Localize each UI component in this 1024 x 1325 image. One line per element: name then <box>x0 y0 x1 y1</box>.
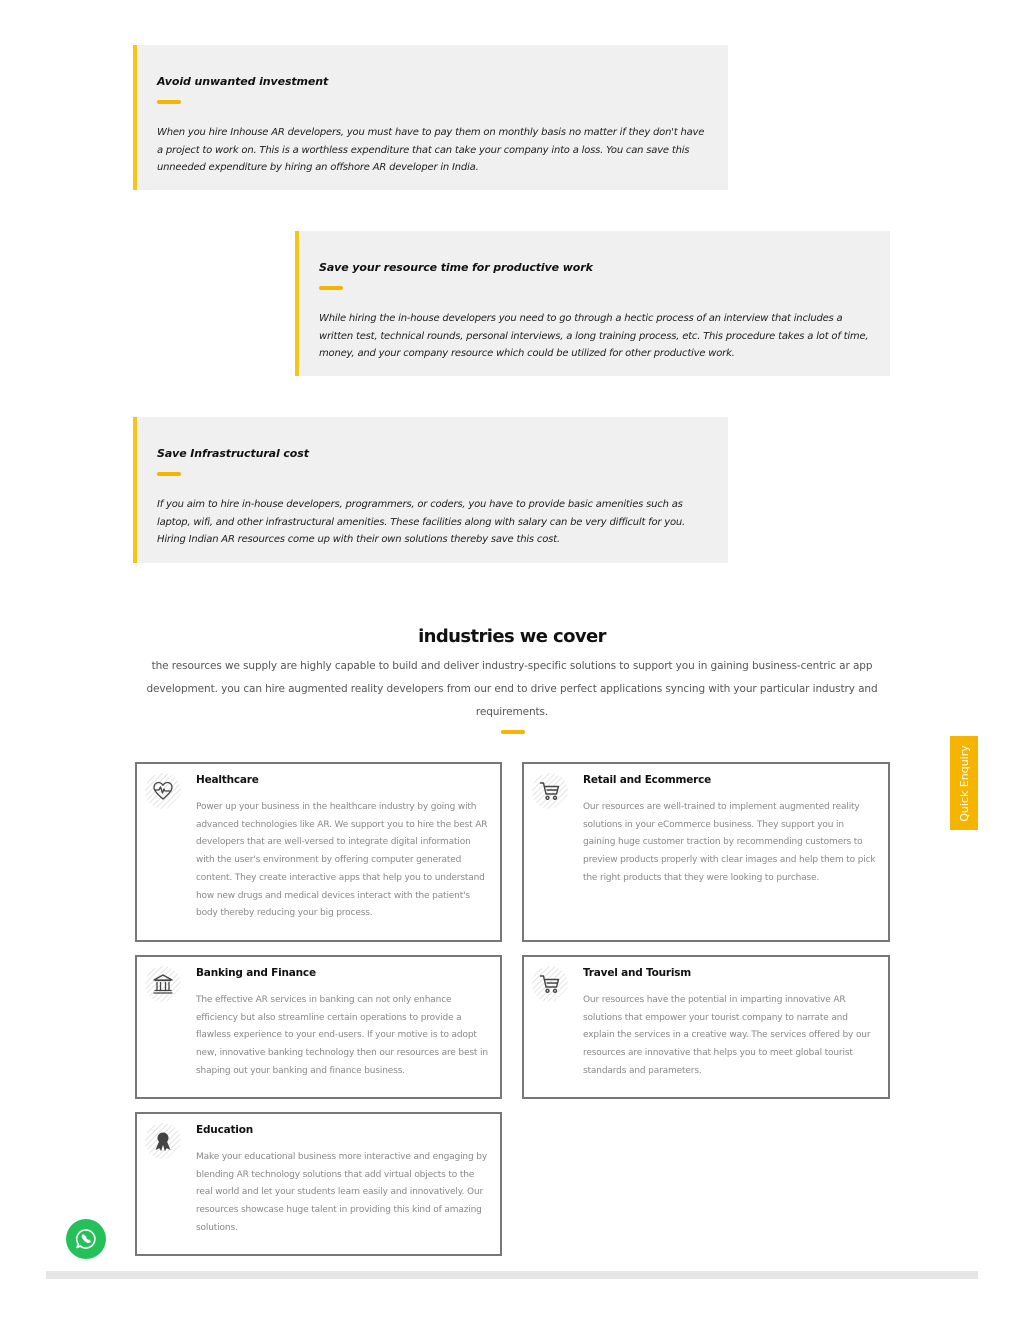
industry-title: Retail and Ecommerce <box>583 774 712 786</box>
shopping-cart-icon <box>532 773 568 809</box>
industry-card-travel-tourism <box>522 955 890 1099</box>
benefit-block-avoid-investment <box>133 45 728 190</box>
industries-intro: the resources we supply are highly capable to build and deliver industry-specific solutions to support you in gaining business-centric ar app development. you can hire augmented reality developers from our end to drive perfect applications syncing with your particular industry and requirements. <box>146 660 878 718</box>
accent-divider <box>157 100 181 104</box>
industry-title: Education <box>196 1124 253 1136</box>
benefit-block-save-resource-time <box>295 231 890 376</box>
benefit-title: Save your resource time for productive work <box>319 261 593 274</box>
industry-text: Power up your business in the healthcare industry by going with advanced technologies like AR. We support you to hire the best AR developers that are well-versed to integrate digital information with the user's environment by offering computer generated content. They create interactive apps that help you to understand how new drugs and medical devices interact with the patient's body thereby reducing your big process. <box>196 802 488 919</box>
industries-title: industries we cover <box>418 626 606 647</box>
accent-divider <box>319 286 343 290</box>
section-divider <box>501 730 525 734</box>
footer-divider <box>46 1271 978 1279</box>
industry-card-retail-ecommerce <box>522 762 890 942</box>
industry-text: Make your educational business more interactive and engaging by blending AR technology solutions that add virtual objects to the real world and let your students learn easily and innovatively. Our resources showcase huge talent in providing this kind of amazing solutions. <box>196 1152 487 1233</box>
benefit-text: When you hire Inhouse AR developers, you must have to pay them on monthly basis no matter if they don't have a project to work on. This is a worthless expenditure that can take your company into a loss. You can save this unneeded expenditure by hiring an offshore AR developer in India. <box>157 127 705 174</box>
benefit-title: Save Infrastructural cost <box>157 447 309 460</box>
whatsapp-icon <box>74 1227 98 1251</box>
bank-icon <box>145 966 181 1002</box>
industry-text: Our resources have the potential in imparting innovative AR solutions that empower your tourist company to narrate and explain the services in a creative way. The services offered by our resources are innovative that helps you to meet global tourist standards and parameters. <box>583 995 871 1076</box>
award-icon <box>145 1123 181 1159</box>
industry-title: Banking and Finance <box>196 967 316 979</box>
heart-pulse-icon <box>145 773 181 809</box>
benefit-text: While hiring the in-house developers you need to go through a hectic process of an interview that includes a written test, technical rounds, personal interviews, a long training process, etc. This procedure takes a lot of time, money, and your company resource which could be utilized for other productive work. <box>319 313 869 360</box>
shopping-cart-icon <box>532 966 568 1002</box>
benefit-text: If you aim to hire in-house developers, programmers, or coders, you have to provide basic amenities such as laptop, wifi, and other infrastructural amenities. These facilities along with salary can be very difficult for you. Hiring Indian AR resources come up with their own solutions thereby save this cost. <box>157 499 686 546</box>
quick-enquiry-label: Quick Enquiry <box>957 744 971 822</box>
industry-card-education <box>135 1112 502 1256</box>
industry-title: Travel and Tourism <box>583 967 692 979</box>
industry-card-banking-finance <box>135 955 502 1099</box>
accent-divider <box>157 472 181 476</box>
quick-enquiry-button[interactable] <box>950 736 978 830</box>
industry-title: Healthcare <box>196 774 259 786</box>
industry-text: The effective AR services in banking can not only enhance efficiency but also streamline certain operations to provide a flawless experience to your end-users. If your motive is to adopt new, innovative banking technology then our resources are best in shaping out your banking and finance business. <box>196 995 488 1076</box>
whatsapp-button[interactable] <box>66 1219 106 1259</box>
industry-card-healthcare <box>135 762 502 942</box>
benefit-title: Avoid unwanted investment <box>157 75 329 88</box>
benefit-block-save-infrastructure <box>133 417 728 563</box>
industry-text: Our resources are well-trained to implement augmented reality solutions in your eCommerce business. They support you in gaining huge customer traction by recommending customers to preview products properly with clear images and help them to pick the right products that they were looking to purchase. <box>583 802 876 883</box>
